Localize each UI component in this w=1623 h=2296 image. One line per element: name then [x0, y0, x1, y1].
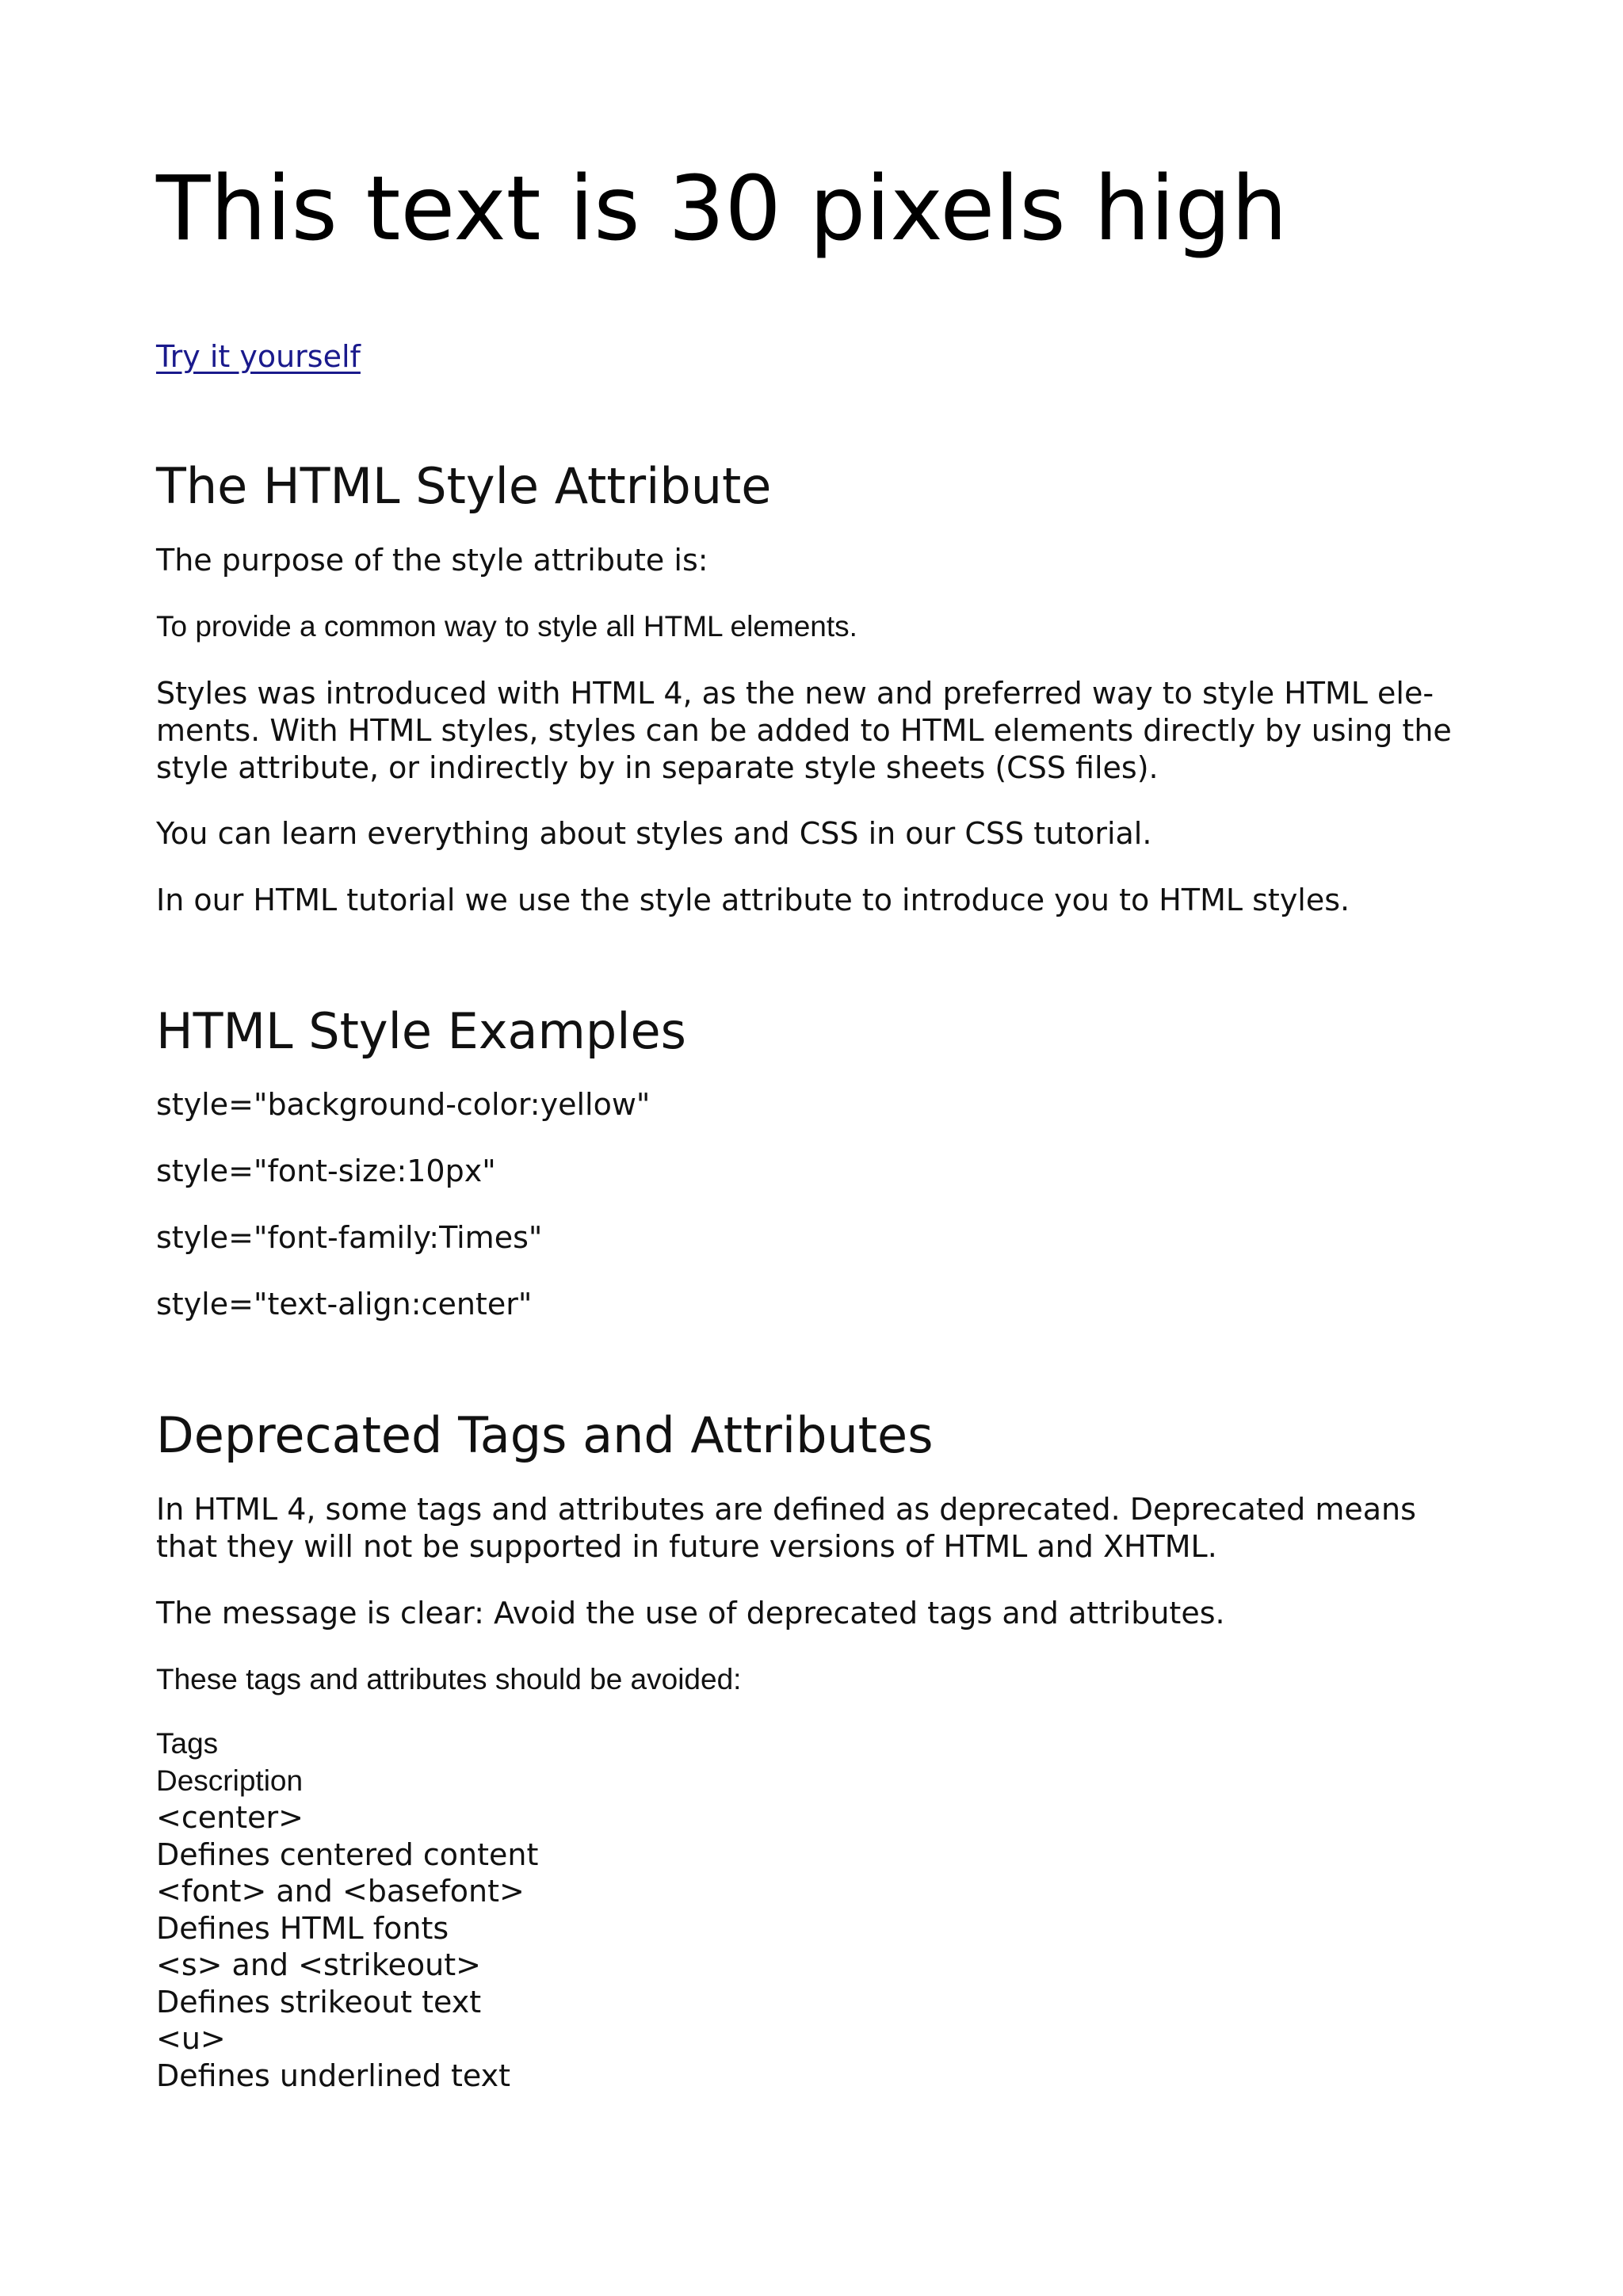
table-row-tag: <s> and <strikeout>: [156, 1947, 481, 1982]
style-example-4: style="text-align:center": [156, 1287, 533, 1322]
html-tutorial-paragraph: In our HTML tutorial we use the style attribute to introduce you to HTML styles.: [156, 883, 1350, 917]
styles-intro-line-2: ments. With HTML styles, styles can be added to HTML elements directly by using the: [156, 713, 1452, 748]
style-example-2: style="font-size:10px": [156, 1154, 496, 1188]
table-row-tag: <center>: [156, 1800, 304, 1835]
deprecated-tags-table: [156, 1726, 538, 2094]
style-example-1: style="background-color:yellow": [156, 1087, 651, 1122]
heading-html-style-attribute: The HTML Style Attribute: [156, 457, 772, 515]
table-row-description: Defines HTML fonts: [156, 1910, 449, 1946]
table-row-description: Defines centered content: [156, 1836, 539, 1872]
table-header-tags: Tags: [156, 1727, 219, 1760]
styles-intro-line-1: Styles was introduced with HTML 4, as the new and preferred way to style HTML ele-: [156, 676, 1434, 711]
deprecated-intro-paragraph: [156, 1491, 1487, 1566]
heading-deprecated-tags: Deprecated Tags and Attributes: [156, 1406, 934, 1464]
styles-intro-paragraph: [156, 675, 1487, 787]
purpose-intro: The purpose of the style attribute is:: [156, 543, 708, 578]
table-header-description: Description: [156, 1764, 304, 1797]
table-row-description: Defines underlined text: [156, 2058, 510, 2093]
style-example-3: style="font-family:Times": [156, 1220, 543, 1255]
styles-intro-line-3: style attribute, or indirectly by in separate style sheets (CSS files).: [156, 750, 1159, 785]
deprecated-intro-line-2: that they will not be supported in future versions of HTML and XHTML.: [156, 1529, 1217, 1564]
try-it-yourself-link[interactable]: Try it yourself: [156, 339, 361, 374]
message-clear-paragraph: The message is clear: Avoid the use of deprecated tags and attributes.: [156, 1596, 1225, 1630]
table-row-tag: <font> and <basefont>: [156, 1874, 525, 1909]
css-tutorial-paragraph: You can learn everything about styles and CSS in our CSS tutorial.: [156, 816, 1152, 851]
deprecated-intro-line-1: In HTML 4, some tags and attributes are defined as deprecated. Deprecated means: [156, 1492, 1416, 1527]
table-row-description: Defines strikeout text: [156, 1984, 482, 2019]
avoid-list-intro: These tags and attributes should be avoided:: [156, 1663, 742, 1695]
page-title: This text is 30 pixels high: [156, 158, 1288, 261]
table-row-tag: <u>: [156, 2021, 226, 2056]
heading-html-style-examples: HTML Style Examples: [156, 1002, 686, 1060]
purpose-statement: To provide a common way to style all HTML elements.: [156, 610, 857, 643]
